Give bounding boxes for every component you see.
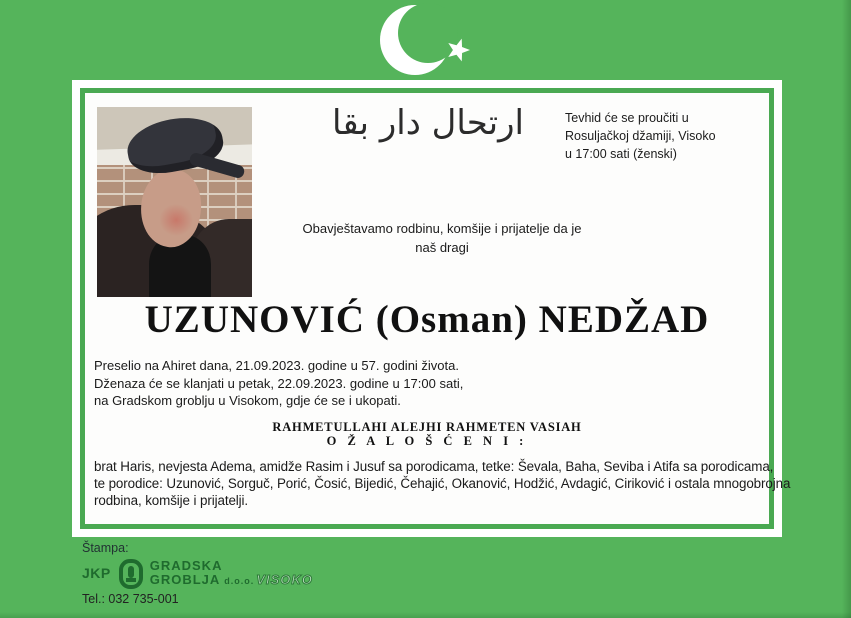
scan-edge-shadow	[842, 0, 851, 618]
announcement-line: Obavještavamo rodbinu, komšije i prijatelje da je	[302, 221, 582, 236]
tombstone-logo-icon	[118, 559, 144, 594]
tevhid-line: u 17:00 sati (ženski)	[565, 147, 677, 161]
notice-card-border	[80, 88, 791, 529]
publisher-name	[150, 559, 313, 588]
tevhid-line: Tevhid će se proučiti u	[565, 111, 689, 125]
mourners-line: rodbina, komšije i prijatelji.	[94, 493, 249, 508]
mourners-list	[94, 458, 790, 509]
funeral-details	[94, 357, 463, 410]
deceased-name: UZUNOVIĆ (Osman) NEDŽAD	[144, 298, 710, 341]
photo-cheek	[157, 201, 196, 238]
prayer-line: RAHMETULLAHI ALEJHI RAHMETEN VASIAH	[272, 420, 582, 434]
publisher-name-line: GRADSKA	[149, 558, 223, 573]
funeral-details-line: na Gradskom groblju u Visokom, gdje će se i ukopati.	[94, 393, 401, 408]
announcement-line: naš dragi	[415, 240, 469, 255]
publisher-city: VISOKO	[256, 572, 313, 587]
notice-card	[72, 80, 791, 537]
publisher-name-line: GROBLJA	[149, 572, 221, 587]
arabic-calligraphy: ارتحال دار بقا	[332, 103, 524, 143]
tevhid-notice	[565, 109, 760, 163]
mourners-line: te porodice: Uzunović, Sorguč, Porić, Čosić, Bijedić, Čehajić, Okanović, Hodžić, Avdagić, Ciriković i ostala mnogobrojna	[94, 476, 791, 491]
scan-bottom-shadow	[0, 612, 851, 618]
deceased-photo	[97, 107, 252, 297]
publisher-phone: Tel.: 032 735-001	[82, 592, 179, 606]
announcement	[195, 219, 689, 257]
mourners-heading: O Ž A L O Š Ć E N I :	[326, 434, 528, 448]
funeral-details-line: Dženaza će se klanjati u petak, 22.09.2023. godine u 17:00 sati,	[94, 375, 464, 391]
funeral-details-line: Preselio na Ahiret dana, 21.09.2023. godine u 57. godini života.	[94, 358, 459, 373]
mourners-line: brat Haris, nevjesta Adema, amidže Rasim i Jusuf sa porodicama, tetke: Ševala, Baha, Seviba i Atifa sa porodicama,	[94, 459, 774, 474]
tevhid-line: Rosuljačkoj džamiji, Visoko	[565, 129, 716, 143]
publisher-doo: d.o.o.	[224, 576, 255, 586]
publisher-name-sub	[150, 573, 313, 588]
publisher-logo	[82, 557, 313, 594]
crescent-and-star-icon	[368, 2, 480, 82]
stamp-label: Štampa:	[82, 541, 129, 555]
publisher-jkp-label: JKP	[82, 565, 111, 581]
